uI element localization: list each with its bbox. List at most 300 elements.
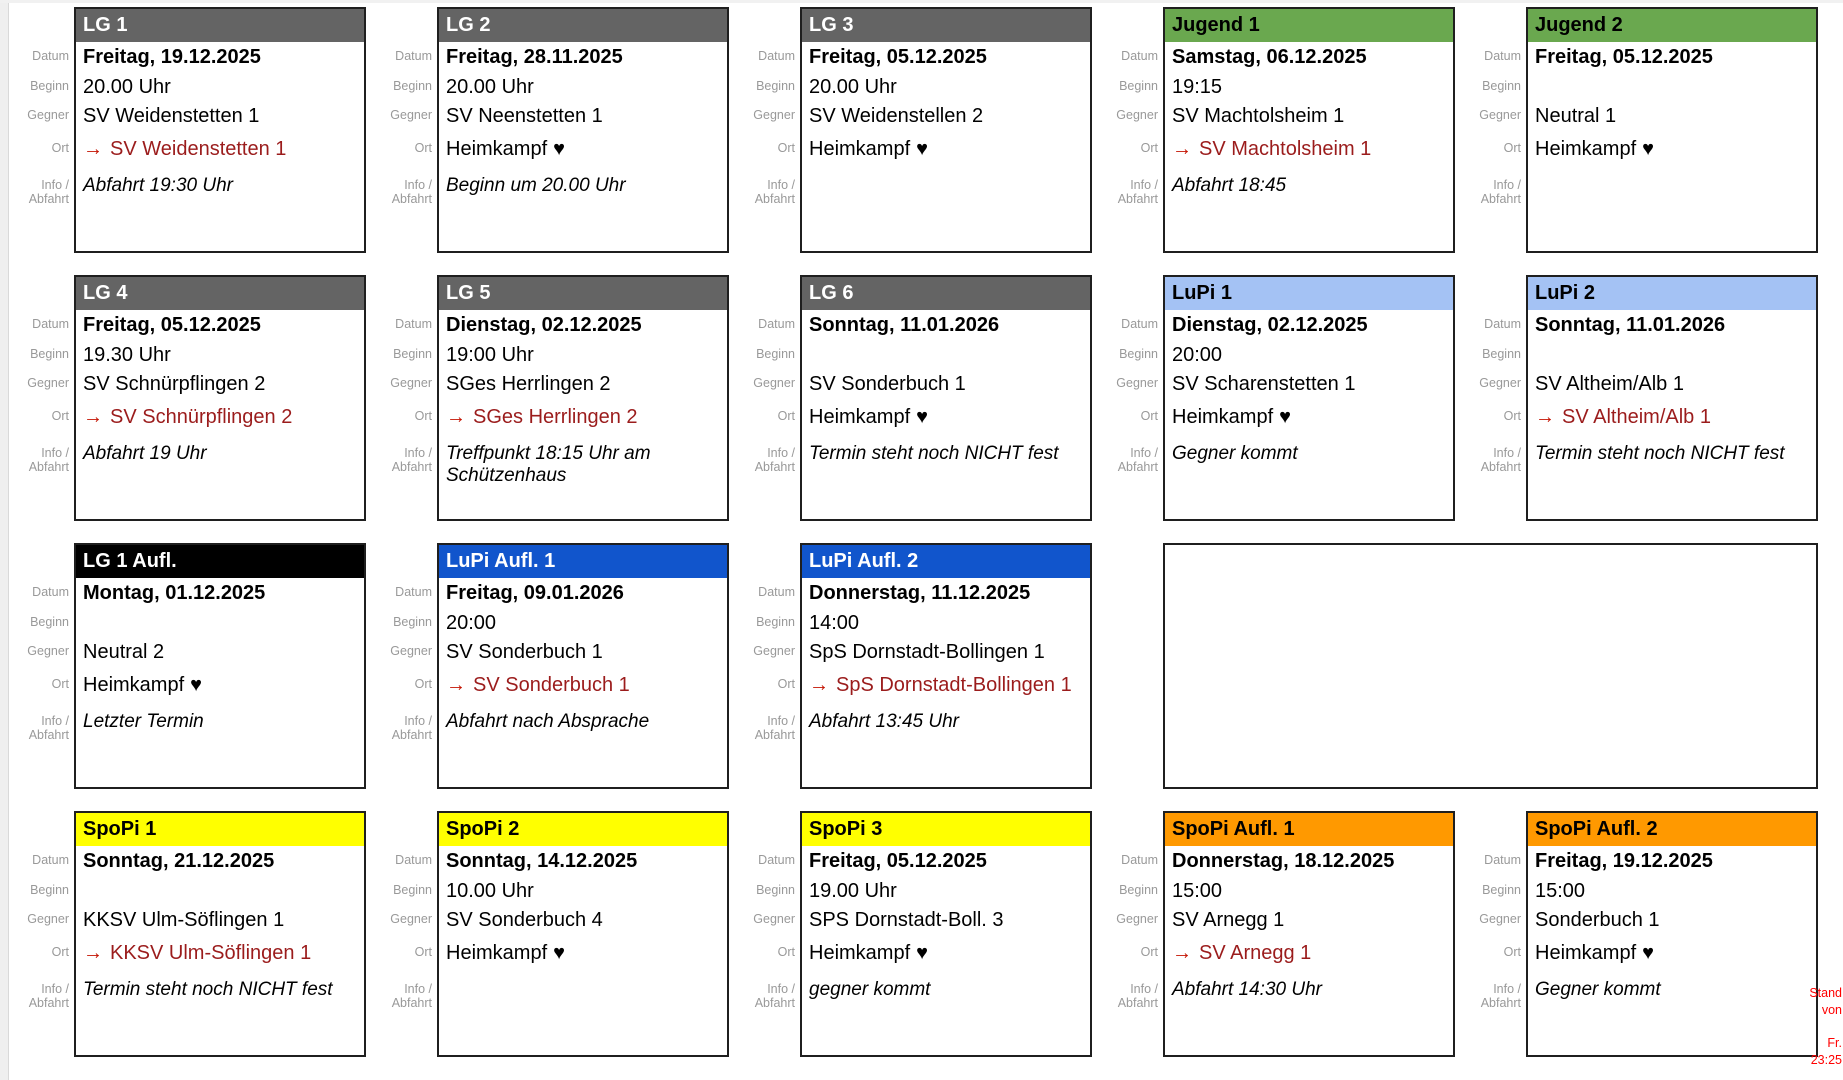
info-label [1462,178,1526,206]
ort-value [1528,134,1816,165]
ort-value [802,402,1090,433]
team-card [1163,275,1455,521]
beginn-label: Beginn [1119,882,1158,897]
info-label-line1: Info / [767,982,795,996]
beginn-label: Beginn [1119,78,1158,93]
ort-label: Ort [1503,944,1521,959]
gegner-value: SV Sonderbuch 1 [446,641,603,663]
info-label-line1: Info / [1493,446,1521,460]
gutter-header-spacer [736,275,800,308]
row-label-gutter [1462,7,1526,253]
row-label-gutter [736,543,800,789]
datum-label: Datum [1484,316,1521,331]
page-top-edge [0,0,1843,3]
gegner-label: Gegner [27,911,69,926]
ort-value [802,938,1090,969]
info-label-line2: Abfahrt [754,192,795,206]
team-card-cell [736,7,1092,253]
team-title: LG 2 [439,9,727,42]
beginn-label: Beginn [393,882,432,897]
home-heart-icon: ♥ [553,942,566,964]
beginn-label: Beginn [756,346,795,361]
row-label-gutter [1099,811,1163,1057]
team-card-cell [10,543,366,789]
gegner-value: SV Altheim/Alb 1 [1535,373,1684,395]
beginn-value [76,609,364,638]
info-label-line2: Abfahrt [391,996,432,1010]
team-card [800,543,1092,789]
info-label-line1: Info / [404,178,432,192]
team-card-cell [373,7,729,253]
info-value: Abfahrt 14:30 Uhr [1172,979,1322,1000]
home-heart-icon: ♥ [1642,138,1655,160]
team-title: SpoPi 1 [76,813,364,846]
row-label-gutter [10,7,74,253]
datum-label: Datum [1121,48,1158,63]
team-card [437,275,729,521]
home-heart-icon: ♥ [916,942,929,964]
gegner-value: Neutral 1 [1535,105,1617,127]
info-label-line2: Abfahrt [391,460,432,474]
beginn-label: Beginn [30,346,69,361]
row-label-gutter [373,811,437,1057]
gegner-value: SV Sonderbuch 1 [809,373,966,395]
info-label [1099,982,1163,1010]
datum-value: Donnerstag, 11.12.2025 [809,582,1031,604]
gutter-header-spacer [10,811,74,844]
team-title: LuPi 1 [1165,277,1453,310]
team-card [74,275,366,521]
team-title: LG 3 [802,9,1090,42]
beginn-label: Beginn [756,78,795,93]
team-card [1526,811,1818,1057]
info-value: Letzter Termin [83,711,204,732]
ort-text: Heimkampf [1535,942,1637,964]
ort-label: Ort [51,944,69,959]
datum-value: Sonntag, 11.01.2026 [809,314,1000,336]
ort-label: Ort [414,140,432,155]
info-label-line2: Abfahrt [1480,460,1521,474]
info-label [1462,982,1526,1010]
gegner-value: KKSV Ulm-Söflingen 1 [83,909,285,931]
gutter-header-spacer [373,7,437,40]
team-card-cell [1099,275,1455,521]
ort-value [1165,402,1453,433]
info-label-line1: Info / [404,714,432,728]
schedule-board [10,7,1818,1057]
datum-label: Datum [1484,852,1521,867]
info-value [1528,165,1816,251]
ort-label: Ort [1140,408,1158,423]
row-label-gutter [10,275,74,521]
team-card-cell [1462,7,1818,253]
datum-label: Datum [758,48,795,63]
gegner-label: Gegner [390,107,432,122]
gegner-value: SpS Dornstadt-Bollingen 1 [809,641,1045,663]
ort-value [802,134,1090,165]
team-card-cell [373,543,729,789]
away-arrow-icon: → [1172,138,1192,160]
info-value: Beginn um 20.00 Uhr [446,175,626,196]
datum-label: Datum [395,316,432,331]
team-card-cell [1099,811,1455,1057]
away-arrow-icon: → [83,406,103,428]
gegner-label: Gegner [753,911,795,926]
home-heart-icon: ♥ [553,138,566,160]
gutter-header-spacer [1099,811,1163,844]
gegner-label: Gegner [1116,911,1158,926]
ort-value [76,938,364,969]
ort-text: Heimkampf [809,138,911,160]
ort-text: SV Weidenstetten 1 [110,138,287,160]
beginn-value: 19:00 Uhr [446,344,534,366]
info-label-line1: Info / [1130,446,1158,460]
ort-text: SpS Dornstadt-Bollingen 1 [836,674,1072,696]
team-title: SpoPi 2 [439,813,727,846]
info-label [373,178,437,206]
team-card [74,811,366,1057]
beginn-label: Beginn [393,78,432,93]
info-value: Gegner kommt [1535,979,1661,1000]
gutter-header-spacer [736,543,800,576]
row-label-gutter [1462,811,1526,1057]
gutter-header-spacer [1099,7,1163,40]
info-label-line1: Info / [41,714,69,728]
info-label-line1: Info / [767,446,795,460]
ort-label: Ort [777,140,795,155]
status-note-gap [1802,1019,1842,1035]
ort-value [1528,938,1816,969]
info-value [439,969,727,1055]
info-label-line2: Abfahrt [28,996,69,1010]
ort-text: KKSV Ulm-Söflingen 1 [110,942,312,964]
team-title: LG 1 Aufl. [76,545,364,578]
gegner-value: SV Scharenstetten 1 [1172,373,1356,395]
gegner-label: Gegner [1479,911,1521,926]
team-card-cell [736,275,1092,521]
away-arrow-icon: → [446,406,466,428]
row-label-gutter [1099,275,1163,521]
ort-label: Ort [51,140,69,155]
info-label [736,714,800,742]
beginn-label: Beginn [1119,346,1158,361]
gegner-label: Gegner [753,643,795,658]
info-value: Treffpunkt 18:15 Uhr am Schützenhaus [446,443,651,486]
gutter-header-spacer [736,811,800,844]
datum-value: Freitag, 19.12.2025 [83,46,261,68]
gegner-value: SV Arnegg 1 [1172,909,1285,931]
row-label-gutter [373,543,437,789]
row-label-gutter [1462,275,1526,521]
status-note [1802,985,1842,1069]
datum-value: Freitag, 05.12.2025 [1535,46,1713,68]
beginn-value [1528,341,1816,370]
beginn-value: 20.00 Uhr [809,76,897,98]
row-label-gutter [373,7,437,253]
ort-value [439,670,727,701]
row-label-gutter [736,275,800,521]
team-card-cell [1462,811,1818,1057]
datum-label: Datum [1484,48,1521,63]
datum-value: Freitag, 05.12.2025 [83,314,261,336]
team-card [1526,7,1818,253]
team-title: LuPi Aufl. 2 [802,545,1090,578]
ort-value [439,938,727,969]
info-label [736,178,800,206]
gutter-header-spacer [1462,7,1526,40]
gutter-header-spacer [1462,275,1526,308]
team-card [1163,811,1455,1057]
ort-value [1165,134,1453,165]
status-note-line: 23:25 [1810,1052,1842,1067]
home-heart-icon: ♥ [916,138,929,160]
gegner-label: Gegner [390,375,432,390]
gutter-header-spacer [373,543,437,576]
ort-value [439,402,727,433]
row-label-gutter [373,275,437,521]
datum-label: Datum [758,852,795,867]
team-card-cell [1462,275,1818,521]
info-label [1099,446,1163,474]
team-card-cell [10,811,366,1057]
datum-value: Donnerstag, 18.12.2025 [1172,850,1395,872]
beginn-label: Beginn [1482,346,1521,361]
gutter-header-spacer [1462,811,1526,844]
ort-label: Ort [414,408,432,423]
info-label-line2: Abfahrt [754,460,795,474]
team-card [74,543,366,789]
datum-value: Freitag, 09.01.2026 [446,582,624,604]
gutter-header-spacer [373,811,437,844]
datum-label: Datum [758,584,795,599]
home-heart-icon: ♥ [190,674,203,696]
info-label [10,714,74,742]
datum-value: Sonntag, 21.12.2025 [83,850,275,872]
gegner-label: Gegner [753,107,795,122]
beginn-value [76,877,364,906]
row-label-gutter [10,543,74,789]
gegner-label: Gegner [27,107,69,122]
beginn-value: 19.00 Uhr [809,880,897,902]
beginn-label: Beginn [1482,882,1521,897]
beginn-value: 10.00 Uhr [446,880,534,902]
team-card [1526,275,1818,521]
away-arrow-icon: → [83,138,103,160]
gegner-label: Gegner [27,375,69,390]
info-label-line1: Info / [1130,178,1158,192]
info-value: gegner kommt [809,979,931,1000]
info-label [1462,446,1526,474]
away-arrow-icon: → [446,674,466,696]
team-title: Jugend 2 [1528,9,1816,42]
beginn-value: 20:00 [446,612,497,634]
gegner-value: Neutral 2 [83,641,165,663]
ort-value [1165,938,1453,969]
gegner-value: SV Neenstetten 1 [446,105,603,127]
row-label-gutter [10,811,74,1057]
ort-text: SV Altheim/Alb 1 [1562,406,1711,428]
gutter-header-spacer [373,275,437,308]
team-card-cell [736,543,1092,789]
datum-label: Datum [32,48,69,63]
beginn-label: Beginn [30,614,69,629]
info-label-line1: Info / [404,446,432,460]
info-value [802,165,1090,251]
info-value: Abfahrt nach Absprache [446,711,650,732]
team-card [437,543,729,789]
team-card-cell [10,7,366,253]
ort-label: Ort [414,676,432,691]
gegner-value: SV Weidenstetten 1 [83,105,260,127]
info-value: Abfahrt 19 Uhr [83,443,207,464]
ort-text: SV Machtolsheim 1 [1199,138,1372,160]
gegner-value: SPS Dornstadt-Boll. 3 [809,909,1004,931]
status-note-line: Stand [1809,986,1842,1000]
away-arrow-icon: → [1535,406,1555,428]
beginn-value: 19.30 Uhr [83,344,171,366]
home-heart-icon: ♥ [916,406,929,428]
team-title: LG 5 [439,277,727,310]
team-title: SpoPi Aufl. 1 [1165,813,1453,846]
ort-label: Ort [777,944,795,959]
team-card-cell [736,811,1092,1057]
ort-text: SV Arnegg 1 [1199,942,1312,964]
status-note-line: von [1821,1002,1842,1017]
ort-label: Ort [51,676,69,691]
info-label [373,446,437,474]
home-heart-icon: ♥ [1279,406,1292,428]
info-label-line2: Abfahrt [391,728,432,742]
ort-text: Heimkampf [1535,138,1637,160]
ort-label: Ort [1503,408,1521,423]
page-left-edge [0,0,9,1080]
empty-slot-cell [1099,543,1818,789]
gutter-header-spacer [1099,275,1163,308]
ort-text: Heimkampf [446,942,548,964]
info-label-line2: Abfahrt [1480,996,1521,1010]
ort-label: Ort [1503,140,1521,155]
info-label-line2: Abfahrt [391,192,432,206]
gutter-header-spacer [736,7,800,40]
datum-label: Datum [395,584,432,599]
beginn-label: Beginn [756,882,795,897]
info-value: Gegner kommt [1172,443,1298,464]
info-label [736,446,800,474]
gutter-header-spacer [10,275,74,308]
datum-label: Datum [395,48,432,63]
info-value: Abfahrt 19:30 Uhr [83,175,233,196]
gegner-value: SV Schnürpflingen 2 [83,373,266,395]
gegner-value: SV Sonderbuch 4 [446,909,603,931]
home-heart-icon: ♥ [1642,942,1655,964]
datum-value: Dienstag, 02.12.2025 [446,314,642,336]
beginn-value: 15:00 [1172,880,1223,902]
info-label [1099,178,1163,206]
datum-label: Datum [1121,852,1158,867]
info-label-line1: Info / [1493,982,1521,996]
info-label-line2: Abfahrt [1117,996,1158,1010]
info-label-line1: Info / [767,178,795,192]
beginn-value: 15:00 [1535,880,1586,902]
ort-text: Heimkampf [809,406,911,428]
beginn-value: 20:00 [1172,344,1223,366]
info-label-line2: Abfahrt [28,728,69,742]
info-label [736,982,800,1010]
datum-value: Freitag, 05.12.2025 [809,46,987,68]
gegner-value: SV Weidenstellen 2 [809,105,984,127]
datum-value: Freitag, 05.12.2025 [809,850,987,872]
gegner-label: Gegner [390,911,432,926]
datum-value: Dienstag, 02.12.2025 [1172,314,1368,336]
datum-value: Freitag, 19.12.2025 [1535,850,1713,872]
ort-label: Ort [777,408,795,423]
ort-text: Heimkampf [809,942,911,964]
team-card [800,275,1092,521]
info-value: Abfahrt 13:45 Uhr [809,711,959,732]
info-label-line2: Abfahrt [28,460,69,474]
row-label-gutter-empty [1099,543,1163,789]
away-arrow-icon: → [809,674,829,696]
info-label-line1: Info / [41,178,69,192]
beginn-label: Beginn [393,346,432,361]
ort-label: Ort [51,408,69,423]
team-card-cell [373,275,729,521]
datum-label: Datum [395,852,432,867]
datum-value: Montag, 01.12.2025 [83,582,266,604]
gegner-label: Gegner [753,375,795,390]
info-label-line1: Info / [41,982,69,996]
ort-value [76,670,364,701]
team-title: SpoPi 3 [802,813,1090,846]
gegner-value: SGes Herrlingen 2 [446,373,611,395]
team-card [800,7,1092,253]
ort-label: Ort [1140,140,1158,155]
ort-value [439,134,727,165]
ort-text: Heimkampf [446,138,548,160]
ort-text: Heimkampf [83,674,185,696]
team-title: LuPi 2 [1528,277,1816,310]
gegner-label: Gegner [1116,107,1158,122]
gegner-value: SV Machtolsheim 1 [1172,105,1345,127]
datum-label: Datum [758,316,795,331]
datum-label: Datum [32,852,69,867]
info-value: Termin steht noch NICHT fest [809,443,1059,464]
datum-value: Freitag, 28.11.2025 [446,46,623,68]
gutter-header-spacer [10,543,74,576]
ort-text: SGes Herrlingen 2 [473,406,638,428]
info-label-line1: Info / [767,714,795,728]
gegner-label: Gegner [27,643,69,658]
datum-value: Sonntag, 11.01.2026 [1535,314,1726,336]
beginn-value: 20.00 Uhr [446,76,534,98]
datum-value: Samstag, 06.12.2025 [1172,46,1367,68]
info-label-line2: Abfahrt [754,728,795,742]
info-label-line1: Info / [1130,982,1158,996]
team-title: SpoPi Aufl. 2 [1528,813,1816,846]
ort-value [76,402,364,433]
beginn-value [1528,73,1816,102]
team-card [437,7,729,253]
away-arrow-icon: → [83,942,103,964]
team-title: LuPi Aufl. 1 [439,545,727,578]
ort-label: Ort [414,944,432,959]
team-card [437,811,729,1057]
beginn-value [802,341,1090,370]
status-note-line: Fr. [1827,1035,1842,1050]
info-label [10,446,74,474]
datum-label: Datum [32,316,69,331]
gegner-label: Gegner [1479,375,1521,390]
